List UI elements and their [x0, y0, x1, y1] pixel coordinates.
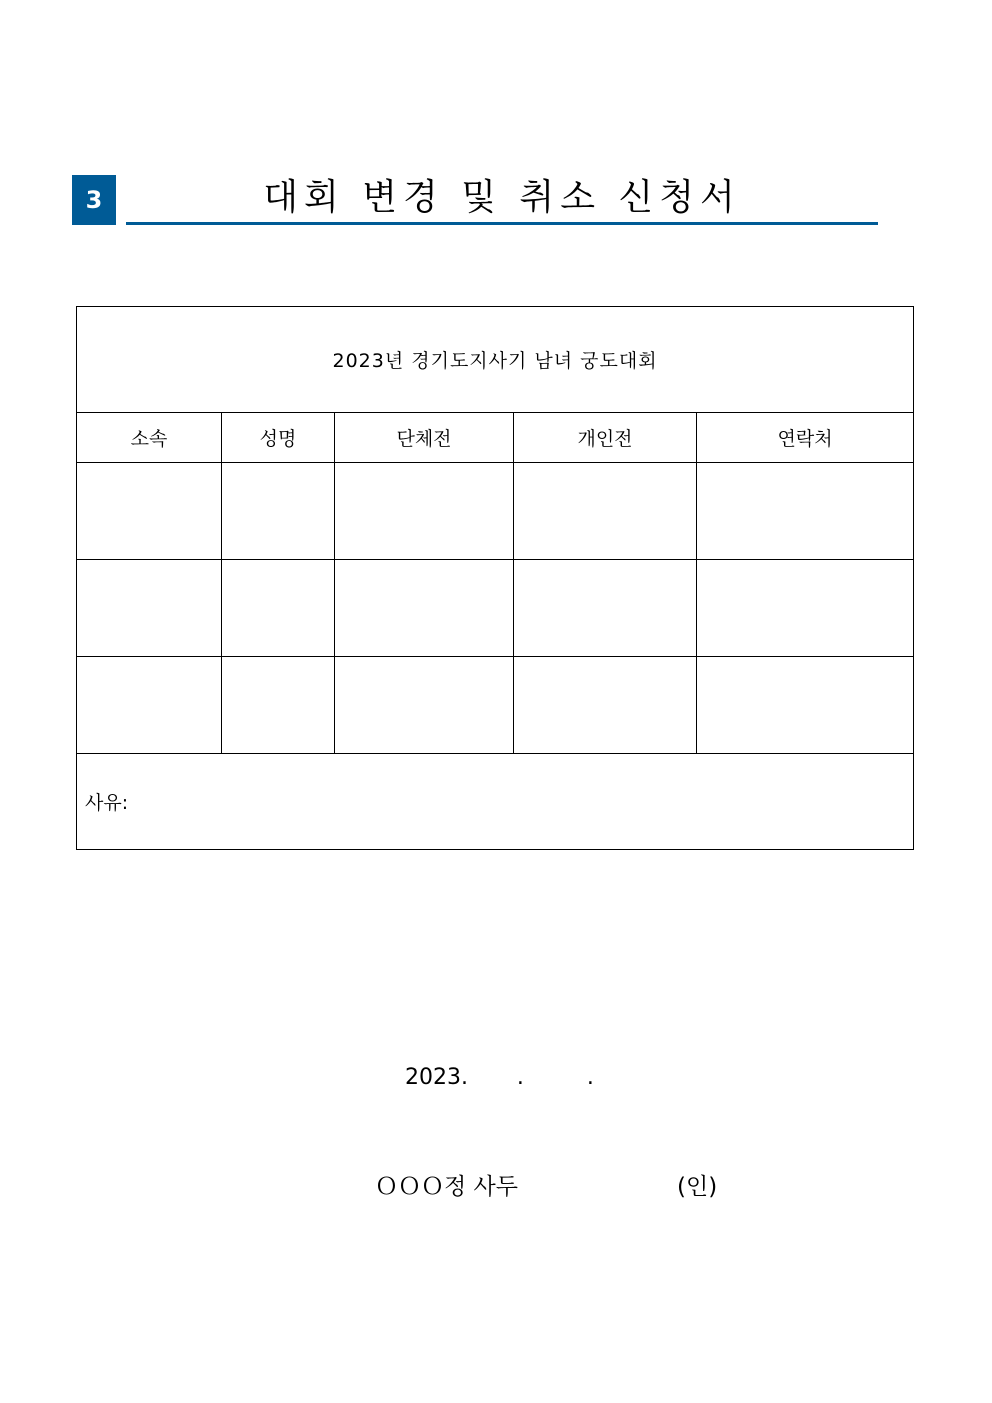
team-event-cell[interactable] [335, 560, 514, 657]
date-line: 2023. . . [405, 1065, 594, 1090]
affiliation-cell[interactable] [77, 560, 222, 657]
column-header-name: 성명 [222, 413, 335, 463]
column-header-contact: 연락처 [697, 413, 914, 463]
column-header-affiliation: 소속 [77, 413, 222, 463]
name-cell[interactable] [222, 463, 335, 560]
title-underline [126, 222, 878, 225]
individual-event-cell[interactable] [514, 463, 697, 560]
team-event-cell[interactable] [335, 657, 514, 754]
contact-cell[interactable] [697, 463, 914, 560]
table-row [77, 657, 914, 754]
table-row [77, 560, 914, 657]
document-title: 대회 변경 및 취소 신청서 [263, 177, 741, 218]
contact-cell[interactable] [697, 657, 914, 754]
reason-row [77, 754, 914, 850]
contact-cell[interactable] [697, 560, 914, 657]
name-cell[interactable] [222, 560, 335, 657]
column-header-individual-event: 개인전 [514, 413, 697, 463]
affiliation-cell[interactable] [77, 463, 222, 560]
applicant-signature: ＯＯＯ정 사두 [375, 1174, 518, 1200]
affiliation-cell[interactable] [77, 657, 222, 754]
seal-mark: (인) [677, 1174, 718, 1200]
table-row [77, 463, 914, 560]
name-cell[interactable] [222, 657, 335, 754]
header-row [77, 413, 914, 463]
column-header-team-event: 단체전 [335, 413, 514, 463]
reason-label: 사유: [85, 792, 129, 814]
individual-event-cell[interactable] [514, 657, 697, 754]
event-title-row [77, 307, 914, 413]
section-number-badge: 3 [72, 175, 116, 225]
individual-event-cell[interactable] [514, 560, 697, 657]
application-form-table [76, 306, 914, 850]
reason-field[interactable] [77, 754, 914, 850]
event-title: 2023년 경기도지사기 남녀 궁도대회 [77, 307, 914, 413]
team-event-cell[interactable] [335, 463, 514, 560]
